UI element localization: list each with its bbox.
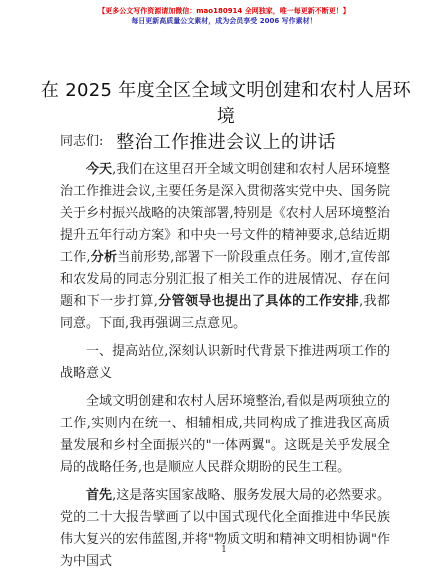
promo-banner-line-1: 【更多公文写作资源请加微信：mao180914 全网独家，唯一每更新不断更！】 (98, 7, 350, 15)
section-1-paragraph-2-lead: 首先 (86, 488, 113, 503)
promo-banner-line-2: 每日更新高质量公文素材，成为会员享受 2006 写作素材！ (131, 17, 317, 25)
document-body (60, 131, 390, 573)
section-1-paragraph-1: 全域文明创建和农村人居环境整治,看似是两项独立的工作,实则内在统一、相辅相成,共同构成了推进我区高质量发展和乡村全面振兴的"一体两翼"。这既是关乎发展全局的战略任务,也是顺应人民群众期盼的民生工程。 (60, 394, 390, 475)
title-line-1: 在 2025 年度全区全域文明创建和农村人居环境 (40, 80, 412, 127)
salutation: 同志们: (60, 134, 104, 149)
title-line-2: 整治工作推进会议上的讲话 (116, 132, 336, 153)
section-1-paragraph-2-text: ,这是落实国家战略、服务发展大局的必然要求。党的二十大报告擘画了以中国式现代化全面推进中华民族伟大复兴的宏伟蓝图,并将"物质文明和精神文明相协调"作为中国式 (60, 488, 390, 569)
section-1-paragraph-2 (60, 485, 390, 573)
opening-bold-2: 分析 (90, 250, 118, 265)
opening-text-2: 当前形势,部署下一阶段重点任务。刚才,宣传部和农发局的同志分别汇报了相关工作的进展情况、存在问题和下一步打算, (60, 250, 390, 309)
opening-lead: 今天 (86, 162, 113, 177)
page-number: 1 (221, 545, 227, 555)
promo-banner (0, 6, 448, 26)
opening-text-1: ,我们在这里召开全域文明创建和农村人居环境整治工作推进会议,主要任务是深入贯彻落实党中央、国务院关于乡村振兴战略的决策部署,特别是《农村人居环境整治提升五年行动方案》和中央一号文件的精神要求,总结近期工作, (60, 162, 390, 265)
opening-text-3: ,我都同意。下面,我再强调三点意见。 (60, 294, 390, 331)
opening-paragraph (60, 159, 390, 335)
section-1-heading: 一、提高站位,深刻认识新时代背景下推进两项工作的战略意义 (60, 344, 390, 381)
opening-bold-3: 分管领导也提出了具体的工作安排 (157, 294, 360, 309)
